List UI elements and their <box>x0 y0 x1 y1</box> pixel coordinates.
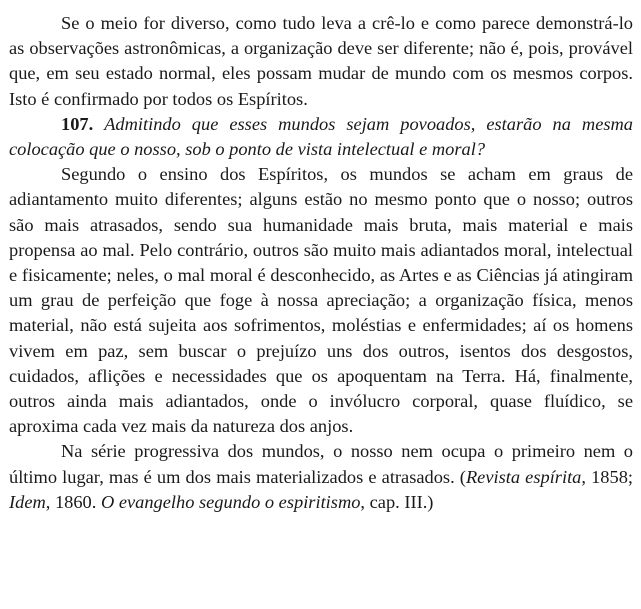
paragraph-1: Se o meio for diverso, como tudo leva a crê-lo e como parece demonstrá-lo as observações astronômicas, a organização deve ser diferente; não é, pois, provável que, em seu estado normal, eles possam mudar de mundo com os mesmos corpos. Isto é confirmado por todos os Espíritos. <box>9 13 633 109</box>
reference-chapter: , cap. III.) <box>360 491 434 512</box>
question-107 <box>9 112 633 162</box>
paragraph-3 <box>9 439 633 515</box>
reference-revista: Revista espírita <box>465 466 582 487</box>
question-number: 107. <box>61 113 94 134</box>
paragraph-2: Segundo o ensino dos Espíritos, os mundos se acham em graus de adiantamento muito diferentes; alguns estão no mesmo ponto que o nosso; outros são mais atrasados, sendo sua humanidade mais bruta, mais material e mais propensa ao mal. Pelo contrário, outros são muito mais adiantados moral, intelectual e fisicamente; neles, o mal moral é desconhecido, as Artes e as Ciências já atingiram um grau de perfeição que foge à nossa apreciação; a organização física, menos material, não está sujeita aos sofrimentos, moléstias e enfermidades; aí os homens vivem em paz, sem buscar o prejuízo uns dos outros, isentos dos desgostos, cuidados, aflições e necessidades que os apoquentam na Terra. Há, finalmente, outros ainda mais adiantados, onde o invólucro corporal, quase fluídico, se aproxima cada vez mais da natureza dos anjos. <box>9 164 633 437</box>
paragraph-3-text: Na série progressiva dos mundos, o nosso nem ocupa o primeiro nem o último lugar, mas é um dos mais materializados e atrasados. ( <box>9 441 633 487</box>
question-text: Admitindo que esses mundos sejam povoados, estarão na mesma colocação que o nosso, sob o ponto de vista intelectual e moral? <box>9 113 633 160</box>
reference-idem: Idem <box>9 491 46 512</box>
reference-year-1858: , 1858; <box>581 466 633 487</box>
reference-year-1860: , 1860. <box>45 491 101 512</box>
reference-evangelho: O evangelho segundo o espiritismo <box>100 491 361 512</box>
